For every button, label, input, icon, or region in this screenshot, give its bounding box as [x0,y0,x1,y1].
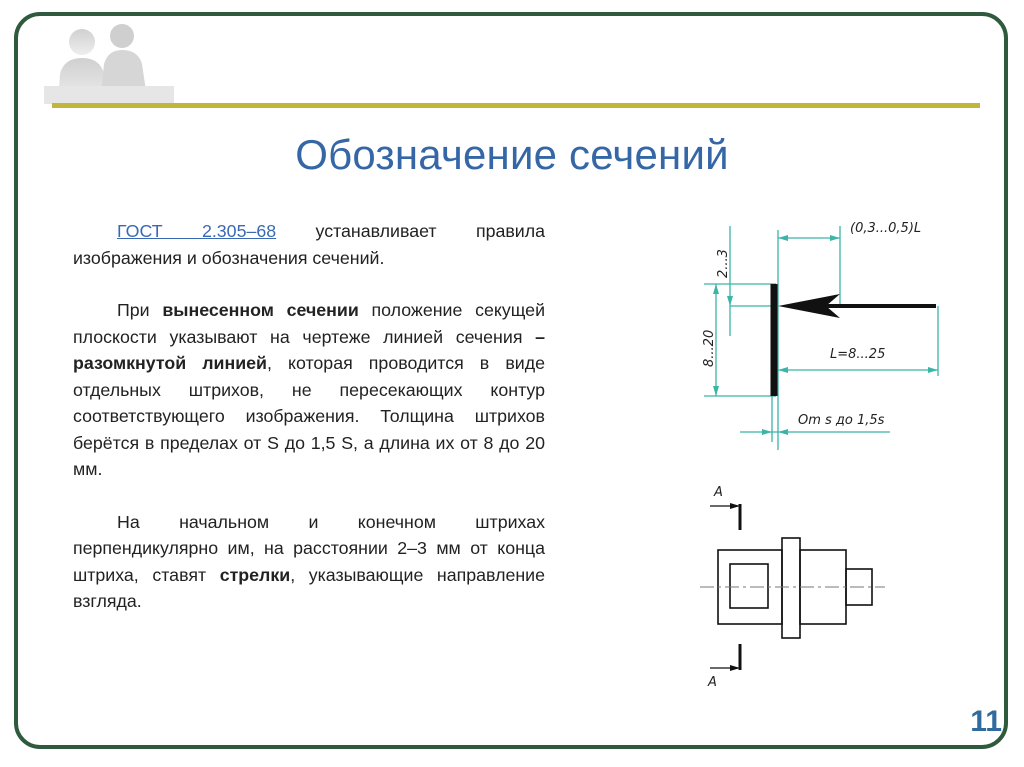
paragraph-gost: ГОСТ 2.305–68 устанавливает правила изображения и обозначения сечений. [73,221,545,268]
dim-arrow-length: L=8...25 [830,347,886,362]
section-label-top: A [714,485,723,500]
section-marker-top [710,503,740,530]
section-label-bottom: A [708,675,717,690]
dim-arrow-offset: (0,3...0,5)L [850,221,922,236]
title-divider [52,103,980,108]
dim-thickness: Om s до 1,5s [798,413,885,428]
gost-link[interactable]: ГОСТ 2.305–68 [117,221,277,241]
dim-gap: 2...3 [716,249,731,278]
part-view [718,538,872,638]
paragraph-arrows: На начальном и конечном штрихах перпендикулярно им, на расстоянии 2–3 мм от конца штриха, ставят стрелки, указывающие направление взгляда. [73,511,545,611]
dimension-arrowheads [713,235,938,435]
section-designation-drawing [680,212,980,702]
dim-stroke-length: 8...20 [702,329,717,367]
slide-title: Обозначение сечений [295,131,729,178]
section-marker-bottom [710,644,740,671]
body-text [73,218,545,641]
page-number: 11 [970,705,1002,738]
paragraph-section-line: При вынесенном сечении положение секущей плоскости указывают на чертеже линией сечения – разомкнутой линией, которая проводится в виде отдельных штрихов, не пересекающих контур соответствующего изображения. Толщина штрихов берётся в пределах от S до 1,5 S, а длина их от 8 до 20 мм. [73,300,545,479]
people-silhouette-logo [44,16,174,104]
